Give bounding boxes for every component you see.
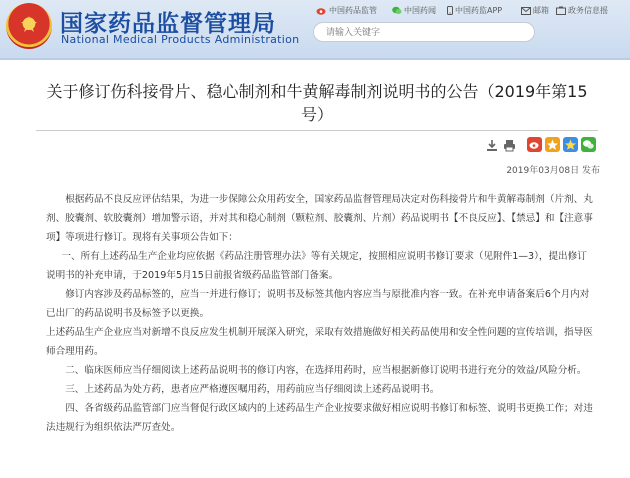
wechat-link[interactable]	[392, 5, 436, 16]
site-header	[0, 0, 630, 60]
weibo-icon	[316, 6, 327, 15]
search-input[interactable]	[324, 25, 528, 41]
download-button[interactable]	[486, 137, 498, 156]
app-link[interactable]	[447, 5, 502, 16]
share-wechat-button[interactable]	[581, 137, 596, 156]
paragraph-intro: 根据药品不良反应评估结果，为进一步保障公众用药安全，国家药品监督管理局决定对伤科接骨片和牛黄解毒制剂（片剂、丸剂、胶囊剂、软胶囊剂）增加警示语，并对其和稳心制剂（颗粒剂、胶囊剂、片剂）药品说明书【不良反应】、【禁忌】和【注意事项】等项进行修订。现将有关事项公告如下：	[46, 194, 593, 243]
site-logo-en[interactable]: National Medical Products Administration	[61, 33, 300, 46]
publish-date: 2019年03月08日 发布	[506, 166, 600, 176]
government-info-icon	[556, 6, 566, 15]
title-divider	[36, 130, 598, 131]
paragraph-label-revision: 修订内容涉及药品标签的，应当一并进行修订；说明书及标签其他内容应当与原批准内容一致。在补充申请备案后6个月内对已出厂的药品说明书及标签予以更换。	[46, 289, 590, 319]
mail-link-label: 邮箱	[533, 6, 549, 15]
paragraph-item-4: 四、各省级药品监管部门应当督促行政区域内的上述药品生产企业按要求做好相应说明书修订和标签、说明书更换工作；对违法违规行为组织依法严厉查处。	[46, 403, 593, 433]
wechat-share-icon	[581, 137, 596, 152]
article-body	[46, 190, 594, 437]
paragraph-item-1: 一、所有上述药品生产企业均应依据《药品注册管理办法》等有关规定，按照相应说明书修订要求（见附件1—3），提出修订说明书的补充申请，于2019年5月15日前报省级药品监管部门备案。	[46, 251, 587, 281]
mail-icon	[521, 7, 531, 15]
paragraph-item-2: 二、临床医师应当仔细阅读上述药品说明书的修订内容，在选择用药时，应当根据新修订说明书进行充分的效益/风险分析。	[65, 365, 587, 376]
print-button[interactable]	[503, 137, 516, 156]
paragraph-research: 上述药品生产企业应当对新增不良反应发生机制开展深入研究，采取有效措施做好相关药品使用和安全性问题的宣传培训，指导医师合理用药。	[46, 327, 593, 357]
search-box	[313, 22, 535, 42]
app-link-label: 中国药监APP	[455, 6, 503, 15]
print-icon	[503, 139, 516, 152]
wechat-icon	[392, 6, 402, 15]
public-info-link-label: 政务信息摇	[568, 6, 608, 15]
mail-link[interactable]	[521, 5, 549, 16]
page-title: 关于修订伤科接骨片、稳心制剂和牛黄解毒制剂说明书的公告（2019年第15号）	[46, 82, 588, 124]
download-icon	[486, 139, 498, 152]
national-emblem-icon[interactable]	[6, 3, 52, 49]
wechat-link-label: 中国药闻	[404, 6, 436, 15]
top-links	[316, 5, 628, 19]
weibo-link-label: 中国药品监管	[329, 6, 377, 15]
favorite-share-icon	[563, 137, 578, 152]
qzone-share-icon	[545, 137, 560, 152]
mobile-icon	[447, 6, 453, 15]
share-weibo-button[interactable]	[527, 137, 542, 156]
public-info-link[interactable]	[556, 5, 608, 16]
share-qzone-button[interactable]	[545, 137, 560, 156]
site-logo-cn[interactable]: 国家药品监督管理局	[60, 11, 276, 37]
weibo-share-icon	[527, 137, 542, 152]
share-favorite-button[interactable]	[563, 137, 578, 156]
paragraph-item-3: 三、上述药品为处方药，患者应严格遵医嘱用药，用药前应当仔细阅读上述药品说明书。	[65, 384, 440, 395]
weibo-link[interactable]	[316, 5, 377, 16]
